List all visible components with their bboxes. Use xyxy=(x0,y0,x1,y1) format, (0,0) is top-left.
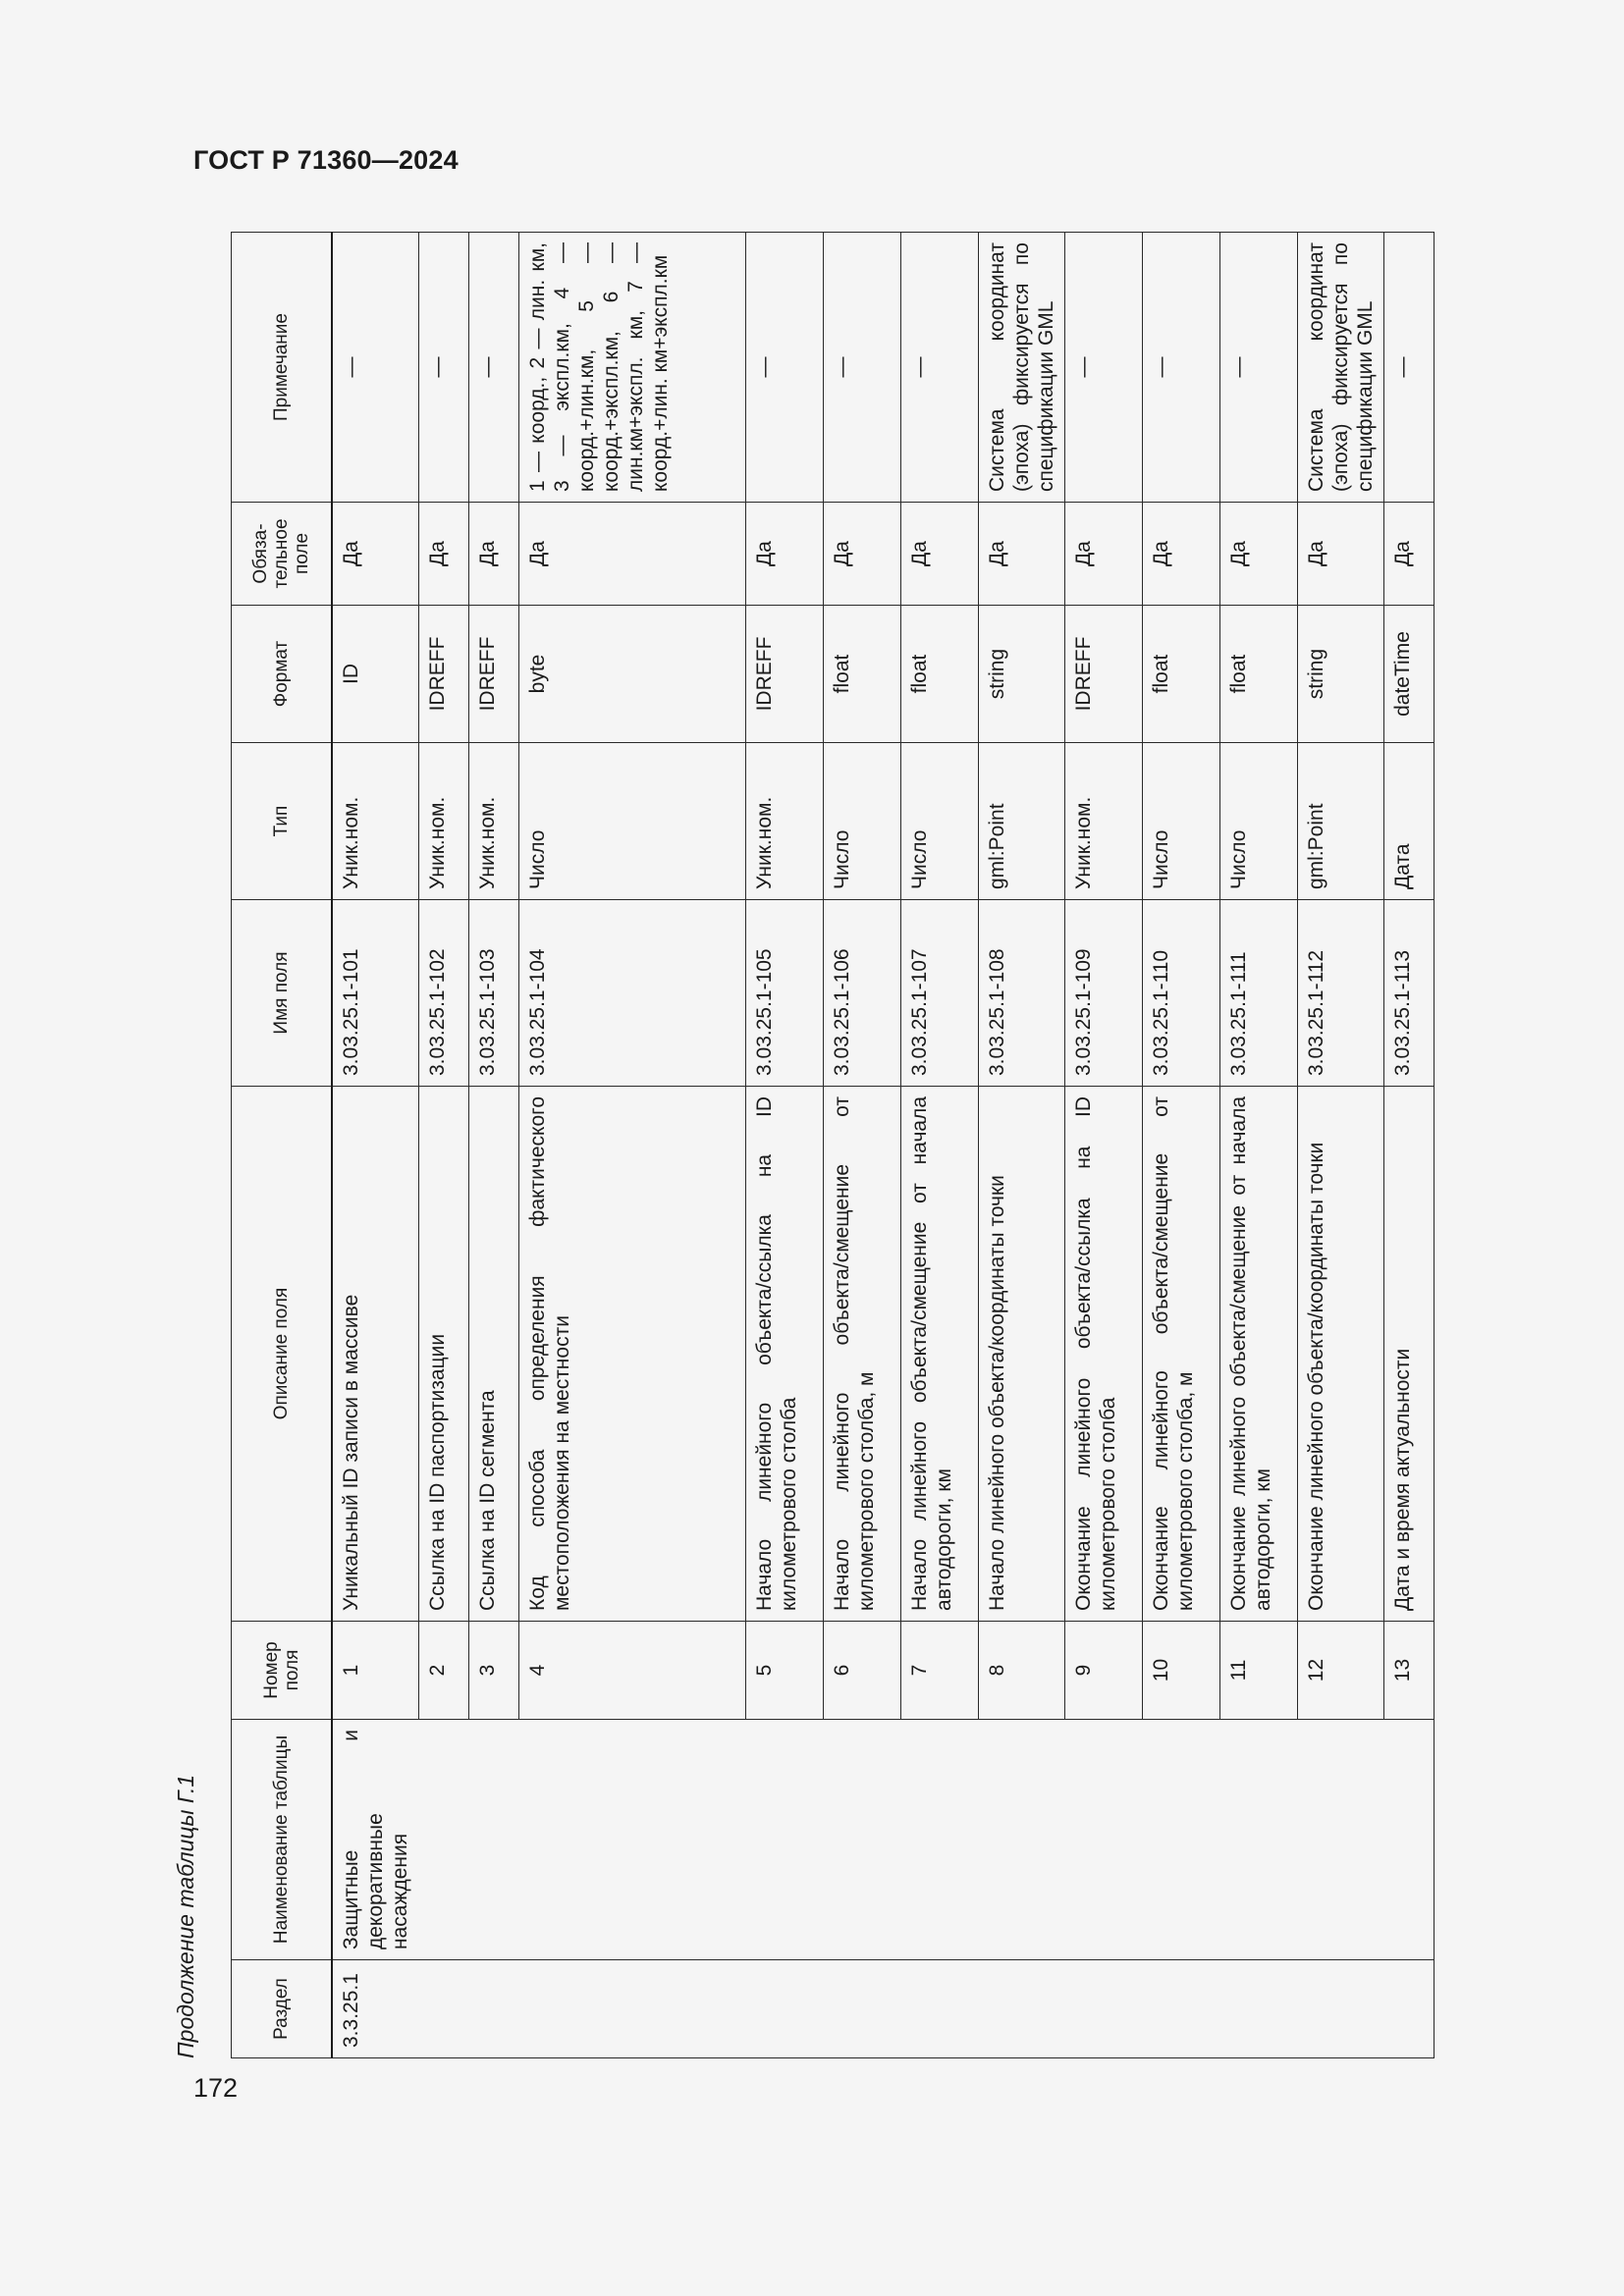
format-cell: float xyxy=(823,606,900,743)
table-name-cell: Защитные и декоративные насаждения xyxy=(332,1720,418,1960)
required-cell: Да xyxy=(745,503,823,606)
required-cell: Да xyxy=(468,503,518,606)
table-name-cell-empty xyxy=(468,1720,518,1960)
field-number-cell: 5 xyxy=(745,1622,823,1720)
col-header-field-number: Номер поля xyxy=(232,1622,333,1720)
format-cell: string xyxy=(1297,606,1383,743)
note-cell: — xyxy=(823,233,900,503)
description-cell: Окончание линейного объекта/смещение от начала автодороги, км xyxy=(1219,1087,1297,1622)
table-row xyxy=(1219,233,1297,2058)
field-number-cell: 10 xyxy=(1142,1622,1219,1720)
required-cell: Да xyxy=(823,503,900,606)
rotated-table-area xyxy=(172,233,1497,2058)
field-name-cell: 3.03.25.1-112 xyxy=(1297,900,1383,1087)
table-row xyxy=(900,233,978,2058)
table-row xyxy=(468,233,518,2058)
note-cell: — xyxy=(468,233,518,503)
note-cell: — xyxy=(745,233,823,503)
table-name-cell-empty xyxy=(1383,1720,1434,1960)
data-table xyxy=(231,232,1435,2058)
format-cell: ID xyxy=(332,606,418,743)
field-number-cell: 12 xyxy=(1297,1622,1383,1720)
description-cell: Код способа определения фактического местоположения на местности xyxy=(518,1087,745,1622)
format-cell: IDREFF xyxy=(1064,606,1142,743)
format-cell: float xyxy=(1219,606,1297,743)
type-cell: gml:Point xyxy=(978,743,1064,900)
note-cell: Система координат (эпоха) фиксируется по спецификации GML xyxy=(978,233,1064,503)
format-cell: float xyxy=(900,606,978,743)
note-cell: — xyxy=(418,233,468,503)
type-cell: Уник.ном. xyxy=(745,743,823,900)
note-cell: 1 — коорд., 2 — лин. км, 3 — экспл.км, 4 — коорд.+лин.км, 5 — коорд.+экспл.км, 6 — лин.км+экспл. км, 7 — коорд.+лин. км+экспл.км xyxy=(518,233,745,503)
field-name-cell: 3.03.25.1-103 xyxy=(468,900,518,1087)
table-name-cell-empty xyxy=(1219,1720,1297,1960)
section-cell-empty xyxy=(468,1960,518,2058)
table-caption: Продолжение таблицы Г.1 xyxy=(173,1774,198,2058)
field-name-cell: 3.03.25.1-109 xyxy=(1064,900,1142,1087)
field-number-cell: 4 xyxy=(518,1622,745,1720)
description-cell: Начало линейного объекта/смещение от километрового столба, м xyxy=(823,1087,900,1622)
field-number-cell: 1 xyxy=(332,1622,418,1720)
required-cell: Да xyxy=(1064,503,1142,606)
section-cell-empty xyxy=(1383,1960,1434,2058)
section-cell-empty xyxy=(745,1960,823,2058)
note-cell: — xyxy=(1064,233,1142,503)
type-cell: Число xyxy=(1219,743,1297,900)
col-header-description: Описание поля xyxy=(232,1087,333,1622)
type-cell: Дата xyxy=(1383,743,1434,900)
required-cell: Да xyxy=(1297,503,1383,606)
note-cell: — xyxy=(1142,233,1219,503)
table-name-cell-empty xyxy=(1297,1720,1383,1960)
col-header-format: Формат xyxy=(232,606,333,743)
type-cell: Уник.ном. xyxy=(468,743,518,900)
field-name-cell: 3.03.25.1-110 xyxy=(1142,900,1219,1087)
section-cell: 3.3.25.1 xyxy=(332,1960,418,2058)
field-name-cell: 3.03.25.1-113 xyxy=(1383,900,1434,1087)
format-cell: string xyxy=(978,606,1064,743)
type-cell: Число xyxy=(518,743,745,900)
table-name-cell-empty xyxy=(518,1720,745,1960)
field-number-cell: 3 xyxy=(468,1622,518,1720)
field-name-cell: 3.03.25.1-106 xyxy=(823,900,900,1087)
section-cell-empty xyxy=(978,1960,1064,2058)
format-cell: IDREFF xyxy=(418,606,468,743)
field-name-cell: 3.03.25.1-102 xyxy=(418,900,468,1087)
section-cell-empty xyxy=(1064,1960,1142,2058)
required-cell: Да xyxy=(1219,503,1297,606)
field-number-cell: 6 xyxy=(823,1622,900,1720)
section-cell-empty xyxy=(518,1960,745,2058)
description-cell: Начало линейного объекта/координаты точки xyxy=(978,1087,1064,1622)
description-cell: Окончание линейного объекта/смещение от километрового столба, м xyxy=(1142,1087,1219,1622)
required-cell: Да xyxy=(900,503,978,606)
note-cell: — xyxy=(1383,233,1434,503)
format-cell: dateTime xyxy=(1383,606,1434,743)
field-name-cell: 3.03.25.1-105 xyxy=(745,900,823,1087)
table-row xyxy=(978,233,1064,2058)
note-cell: Система координат (эпоха) фиксируется по спецификации GML xyxy=(1297,233,1383,503)
table-name-cell-empty xyxy=(1064,1720,1142,1960)
type-cell: Число xyxy=(900,743,978,900)
description-cell: Уникальный ID записи в массиве xyxy=(332,1087,418,1622)
required-cell: Да xyxy=(978,503,1064,606)
field-name-cell: 3.03.25.1-108 xyxy=(978,900,1064,1087)
field-name-cell: 3.03.25.1-111 xyxy=(1219,900,1297,1087)
required-cell: Да xyxy=(1142,503,1219,606)
section-cell-empty xyxy=(1219,1960,1297,2058)
table-row xyxy=(1383,233,1434,2058)
field-number-cell: 8 xyxy=(978,1622,1064,1720)
table-row xyxy=(1142,233,1219,2058)
required-cell: Да xyxy=(1383,503,1434,606)
col-header-required: Обяза-тельное поле xyxy=(232,503,333,606)
required-cell: Да xyxy=(418,503,468,606)
description-cell: Ссылка на ID паспортизации xyxy=(418,1087,468,1622)
table-row xyxy=(823,233,900,2058)
col-header-section: Раздел xyxy=(232,1960,333,2058)
format-cell: float xyxy=(1142,606,1219,743)
section-cell-empty xyxy=(823,1960,900,2058)
description-cell: Окончание линейного объекта/ссылка на ID километрового столба xyxy=(1064,1087,1142,1622)
table-name-cell-empty xyxy=(900,1720,978,1960)
table-name-cell-empty xyxy=(978,1720,1064,1960)
table-row xyxy=(1064,233,1142,2058)
col-header-note: Примечание xyxy=(232,233,333,503)
field-number-cell: 2 xyxy=(418,1622,468,1720)
page-number: 172 xyxy=(193,2073,239,2103)
field-number-cell: 13 xyxy=(1383,1622,1434,1720)
col-header-type: Тип xyxy=(232,743,333,900)
description-cell: Дата и время актуальности xyxy=(1383,1087,1434,1622)
type-cell: Число xyxy=(1142,743,1219,900)
field-number-cell: 11 xyxy=(1219,1622,1297,1720)
type-cell: Уник.ном. xyxy=(332,743,418,900)
note-cell: — xyxy=(1219,233,1297,503)
format-cell: IDREFF xyxy=(468,606,518,743)
field-name-cell: 3.03.25.1-101 xyxy=(332,900,418,1087)
col-header-table-name: Наименование таблицы xyxy=(232,1720,333,1960)
table-name-cell-empty xyxy=(823,1720,900,1960)
field-number-cell: 9 xyxy=(1064,1622,1142,1720)
field-name-cell: 3.03.25.1-104 xyxy=(518,900,745,1087)
table-header-row xyxy=(232,233,333,2058)
table-row xyxy=(332,233,418,2058)
type-cell: gml:Point xyxy=(1297,743,1383,900)
table-name-cell-empty xyxy=(745,1720,823,1960)
required-cell: Да xyxy=(332,503,418,606)
table-row xyxy=(418,233,468,2058)
document-header: ГОСТ Р 71360—2024 xyxy=(193,145,459,175)
format-cell: IDREFF xyxy=(745,606,823,743)
table-name-cell-empty xyxy=(1142,1720,1219,1960)
section-cell-empty xyxy=(418,1960,468,2058)
section-cell-empty xyxy=(1142,1960,1219,2058)
field-name-cell: 3.03.25.1-107 xyxy=(900,900,978,1087)
description-cell: Начало линейного объекта/смещение от начала автодороги, км xyxy=(900,1087,978,1622)
section-cell-empty xyxy=(1297,1960,1383,2058)
type-cell: Число xyxy=(823,743,900,900)
description-cell: Ссылка на ID сегмента xyxy=(468,1087,518,1622)
type-cell: Уник.ном. xyxy=(1064,743,1142,900)
description-cell: Начало линейного объекта/ссылка на ID километрового столба xyxy=(745,1087,823,1622)
table-row xyxy=(518,233,745,2058)
table-row xyxy=(745,233,823,2058)
type-cell: Уник.ном. xyxy=(418,743,468,900)
section-cell-empty xyxy=(900,1960,978,2058)
col-header-field-name: Имя поля xyxy=(232,900,333,1087)
format-cell: byte xyxy=(518,606,745,743)
note-cell: — xyxy=(900,233,978,503)
description-cell: Окончание линейного объекта/координаты точки xyxy=(1297,1087,1383,1622)
required-cell: Да xyxy=(518,503,745,606)
table-name-cell-empty xyxy=(418,1720,468,1960)
table-row xyxy=(1297,233,1383,2058)
note-cell: — xyxy=(332,233,418,503)
field-number-cell: 7 xyxy=(900,1622,978,1720)
